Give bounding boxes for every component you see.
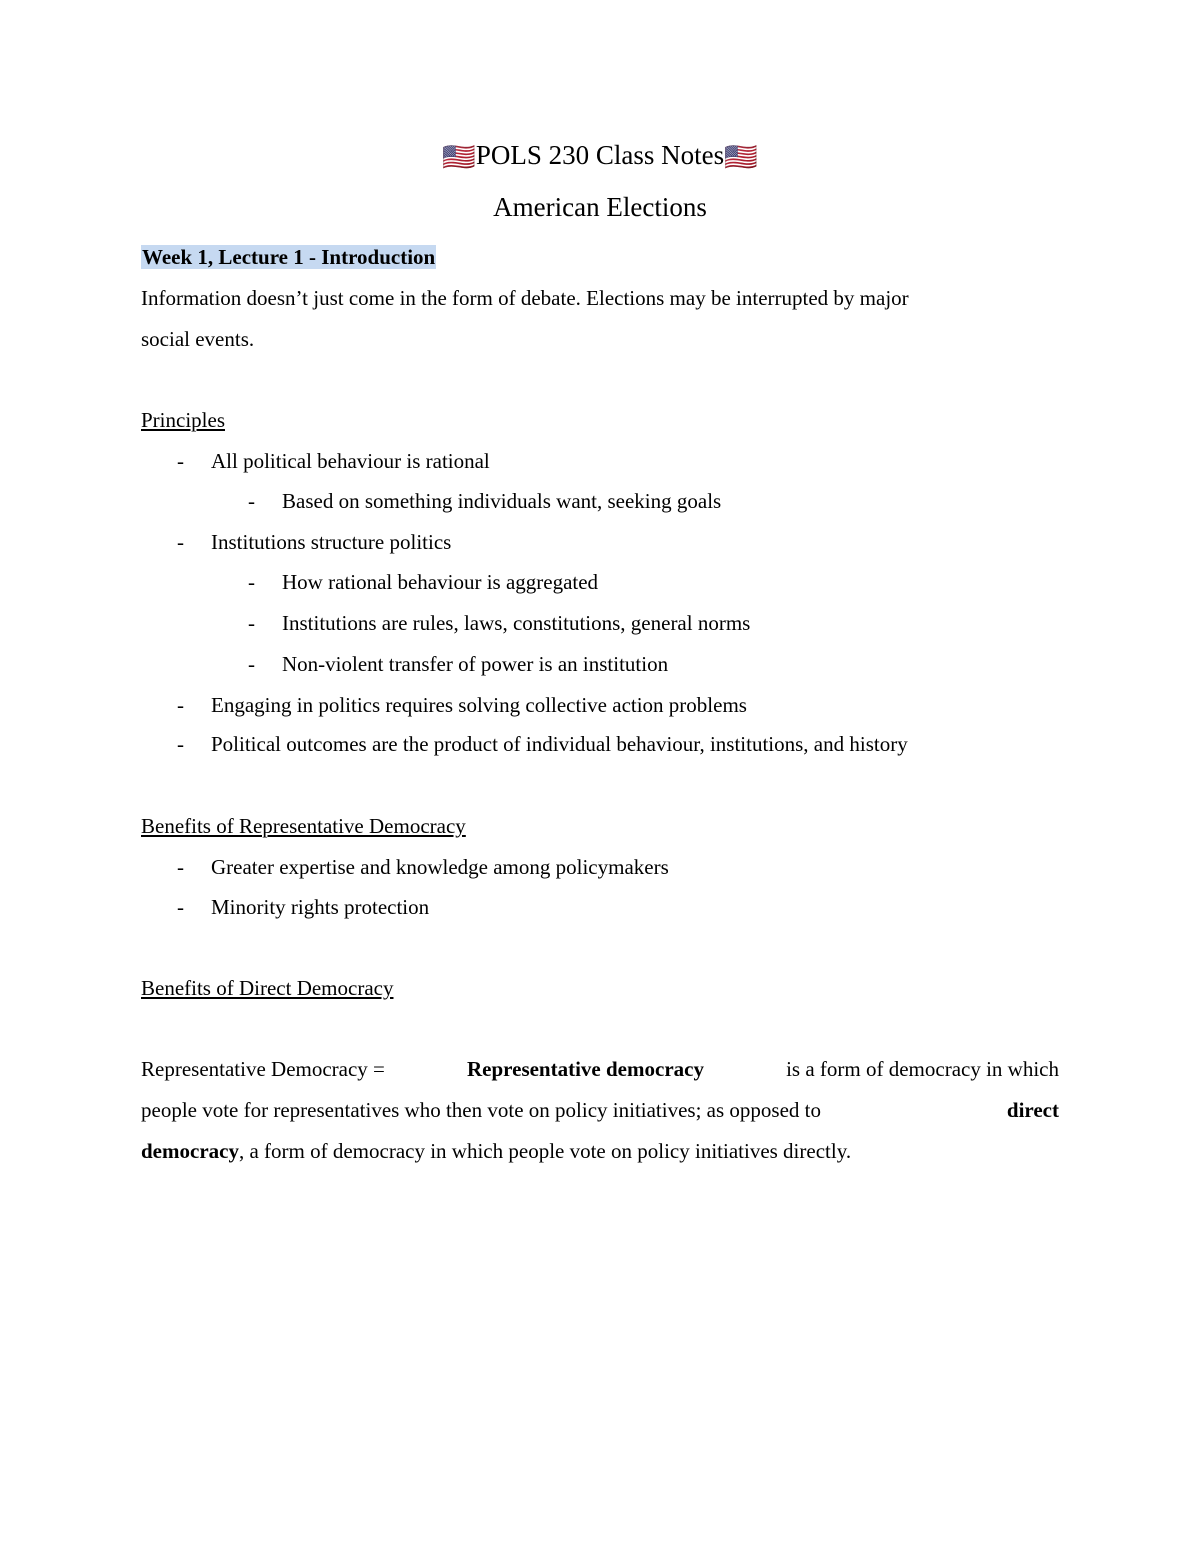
list-item: Based on something individuals want, seeking goals: [282, 489, 722, 513]
bullet-dash: -: [248, 611, 255, 635]
list-item: Minority rights protection: [211, 895, 430, 919]
bullet-dash: -: [248, 570, 255, 594]
bullet-dash: -: [177, 732, 184, 756]
list-item: Political outcomes are the product of individual behaviour, institutions, and history: [211, 732, 908, 756]
bullet-dash: -: [177, 449, 184, 473]
representative-heading: [141, 811, 466, 841]
definition-bold-democracy: democracy: [141, 1139, 239, 1163]
bullet-dash: -: [177, 693, 184, 717]
definition-line-1: [141, 1054, 1059, 1084]
bullet-dash: -: [177, 530, 184, 554]
bullet-dash: -: [248, 652, 255, 676]
list-item: All political behaviour is rational: [211, 449, 490, 473]
list-item: How rational behaviour is aggregated: [282, 570, 599, 594]
list-item: Engaging in politics requires solving collective action problems: [211, 693, 747, 717]
list-item: Non-violent transfer of power is an institution: [282, 652, 669, 676]
week-heading: Week 1, Lecture 1 - Introduction: [142, 245, 436, 269]
principles-heading: [141, 405, 225, 435]
definition-text-1: is a form of democracy in which: [786, 1057, 1059, 1081]
document-title: [141, 140, 1059, 173]
intro-line-2: social events.: [141, 327, 255, 351]
bullet-dash: -: [248, 489, 255, 513]
definition-bold-direct: direct: [1006, 1098, 1059, 1122]
representative-heading-text: Benefits of Representative Democracy: [141, 814, 466, 838]
direct-heading-text: Benefits of Direct Democracy: [141, 976, 394, 1000]
bullet-dash: -: [177, 855, 184, 879]
definition-text-2: people vote for representatives who then vote on policy initiatives; as opposed to: [141, 1098, 821, 1122]
definition-line-2: [141, 1095, 1059, 1125]
list-item: Greater expertise and knowledge among policymakers: [211, 855, 669, 879]
us-flag-icon: 🇺🇸: [442, 142, 476, 172]
definition-term: Representative Democracy =: [141, 1057, 385, 1081]
definition-text-3: , a form of democracy in which people vote on policy initiatives directly.: [238, 1139, 852, 1163]
bullet-dash: -: [177, 895, 184, 919]
principles-heading-text: Principles: [141, 408, 225, 432]
direct-heading: [141, 973, 393, 1003]
list-item: Institutions are rules, laws, constitutions, general norms: [282, 611, 751, 635]
list-item: Institutions structure politics: [211, 530, 452, 554]
title-text: POLS 230 Class Notes: [475, 140, 725, 170]
week-heading-line: [141, 242, 436, 272]
us-flag-icon: 🇺🇸: [724, 142, 758, 172]
intro-line-1: Information doesn’t just come in the form of debate. Elections may be interrupted by major: [141, 286, 909, 310]
document-subtitle: American Elections: [493, 192, 707, 222]
definition-bold-term: Representative democracy: [467, 1057, 704, 1081]
definition-line-3: [141, 1136, 851, 1166]
